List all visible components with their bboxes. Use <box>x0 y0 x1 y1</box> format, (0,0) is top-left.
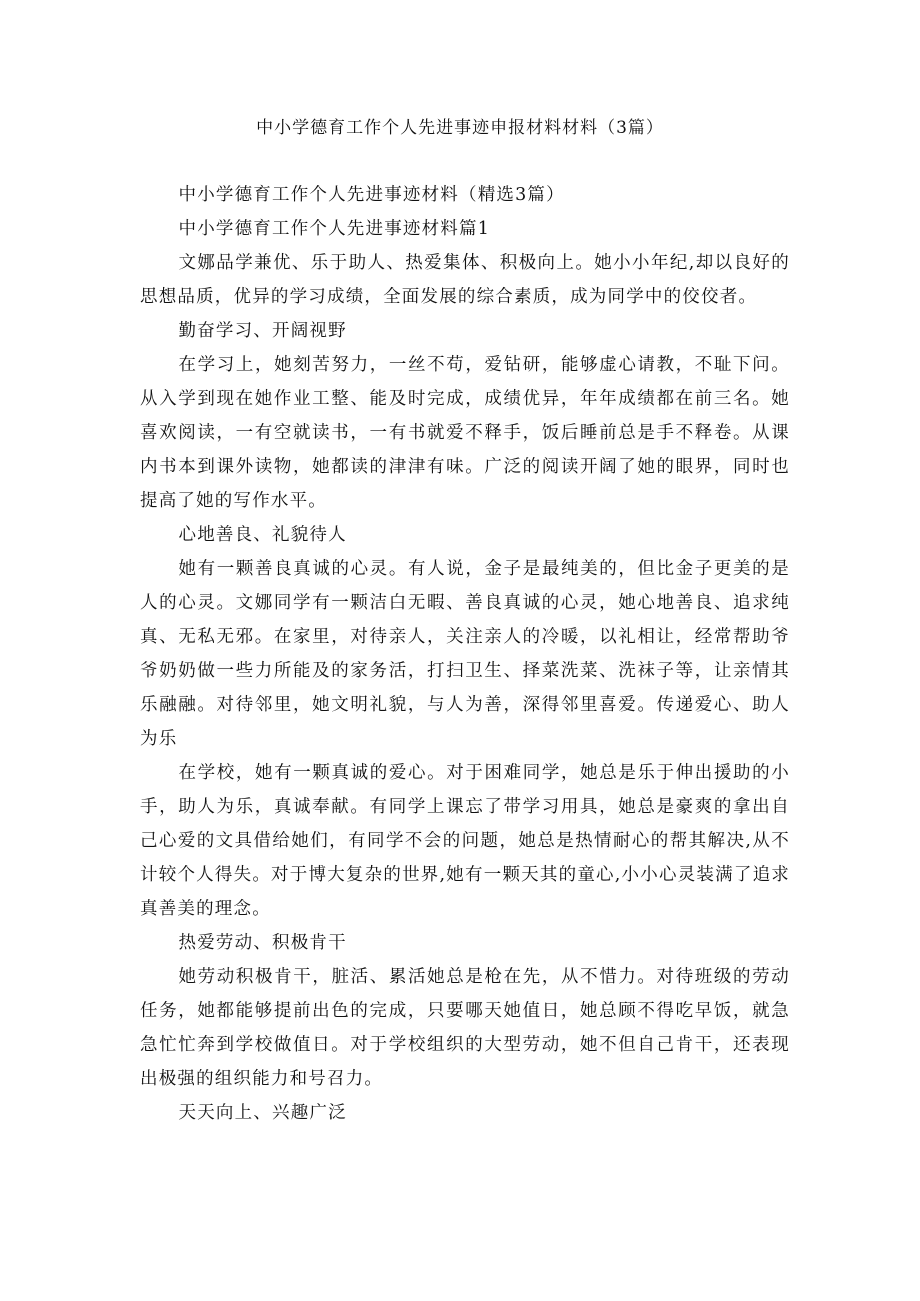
section-heading: 天天向上、兴趣广泛 <box>178 1103 347 1123</box>
document-subtitle: 中小学德育工作个人先进事迹材料（精选3篇） <box>178 185 565 205</box>
paragraph: 文娜品学兼优、乐于助人、热爱集体、积极向上。她小小年纪,却以良好的思想品质，优异的学习成绩，全面发展的综合素质，成为同学中的佼佼者。 <box>140 253 790 307</box>
paragraph: 在学校，她有一颗真诚的爱心。对于困难同学，她总是乐于伸出援助的小手，助人为乐，真诚奉献。有同学上课忘了带学习用具，她总是豪爽的拿出自己心爱的文具借给她们，有同学不会的问题，她总是热情耐心的帮其解决,从不计较个人得失。对于博大复杂的世界,她有一颗天其的童心,小小心灵装满了追求真善美的理念。 <box>140 763 790 919</box>
paragraph: 在学习上，她刻苦努力，一丝不苟，爱钻研，能够虚心请教，不耻下问。从入学到现在她作业工整、能及时完成，成绩优异，年年成绩都在前三名。她喜欢阅读，一有空就读书，一有书就爱不释手，饭后睡前总是手不释卷。从课内书本到课外读物，她都读的津津有味。广泛的阅读开阔了她的眼界，同时也提高了她的写作水平。 <box>140 355 790 511</box>
section-heading: 热爱劳动、积极肯干 <box>178 933 347 953</box>
section-heading: 心地善良、礼貌待人 <box>178 525 347 545</box>
document-body <box>140 178 790 1130</box>
paragraph: 她劳动积极肯干，脏活、累活她总是枪在先，从不惜力。对待班级的劳动任务，她都能够提前出色的完成，只要哪天她值日，她总顾不得吃早饭，就急急忙忙奔到学校做值日。对于学校组织的大型劳动，她不但自己肯干，还表现出极强的组织能力和号召力。 <box>140 967 790 1089</box>
document-title: 中小学德育工作个人先进事迹申报材料材料（3篇） <box>256 118 664 138</box>
paragraph: 她有一颗善良真诚的心灵。有人说，金子是最纯美的，但比金子更美的是人的心灵。文娜同学有一颗洁白无暇、善良真诚的心灵，她心地善良、追求纯真、无私无邪。在家里，对待亲人，关注亲人的冷暖，以礼相让，经常帮助爷爷奶奶做一些力所能及的家务活，打扫卫生、择菜洗菜、洗袜子等，让亲情其乐融融。对待邻里，她文明礼貌，与人为善，深得邻里喜爱。传递爱心、助人为乐 <box>140 559 790 749</box>
section-title: 中小学德育工作个人先进事迹材料篇1 <box>178 219 491 239</box>
section-heading: 勤奋学习、开阔视野 <box>178 321 347 341</box>
